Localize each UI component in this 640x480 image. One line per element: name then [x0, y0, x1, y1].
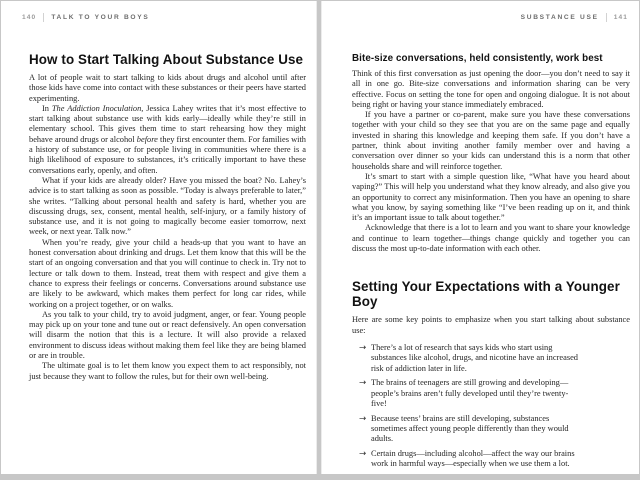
- bullet-text: There’s a lot of research that says kids who start using substances like alcohol, drugs, and nicotine have an increased risk of addiction later in life.: [371, 342, 578, 373]
- bullet-text: Certain drugs—including alcohol—affect the way our brains work in harmful ways—especially when we use them a lot.: [371, 449, 575, 469]
- page-number-left: 140: [22, 13, 37, 21]
- arrow-bullet-icon: →: [359, 342, 367, 353]
- list-item: [359, 343, 582, 374]
- arrow-bullet-icon: →: [359, 413, 367, 424]
- paragraph: As you talk to your child, try to avoid judgment, anger, or fear. Young people may pick up on your tone and tune out or react defensively. An open conversation will disarm the notion that this is a lecture. It will also provide a relaxed environment to discuss ideas without making them feel like they are being blamed or are in trouble.: [29, 309, 306, 361]
- paragraph: Acknowledge that there is a lot to learn and you want to share your knowledge and continue to learn together—things change quickly and together you can discuss the most up-to-date information with each other.: [352, 223, 630, 254]
- paragraph: What if your kids are already older? Have you missed the boat? No. Lahey’s advice is to start talking as soon as possible. “Today is always preferable to later,” she writes. “Talking about personal health and safety is hard, whether you are discussing drugs, sex, consent, mental health, self-injury, or a family history of substance use, and it is not going to magically become easier tomorrow, next week, or next year. Talk now.”: [29, 175, 306, 237]
- list-item: [359, 414, 582, 445]
- paragraph: When you’re ready, give your child a heads-up that you want to have an honest conversation about drinking and drugs. Let them know that this will be the start of an ongoing conversation and that you will continue to check in. Try not to lecture or talk down to them. Instead, treat them with respect and give them a chance to express their feelings or concerns. Conversations around substance use are likely to be awkward, which makes them perfect for long car rides, while working on a project together, or on walks.: [29, 237, 306, 309]
- bullet-text: Because teens’ brains are still developing, substances sometimes affect young people differently than they would adults.: [371, 413, 569, 444]
- arrow-bullet-icon: →: [359, 449, 367, 460]
- arrow-bullet-icon: →: [359, 378, 367, 389]
- section-intro: Here are some key points to emphasize when you start talking about substance use:: [352, 315, 630, 335]
- paragraph: It’s smart to start with a simple question like, “What have you heard about vaping?” This will help you understand what they know already, and also give you an opportunity to correct any misinformation. Then you have an opening to share what you know, by saying something like “I’ve been reading up on it, and think it’s an important issue to talk about together.”: [352, 171, 630, 223]
- list-item: [359, 378, 582, 409]
- key-points-list: [352, 343, 630, 470]
- page-number-right: 141: [613, 13, 628, 21]
- running-head-left: [22, 12, 306, 22]
- bullet-text: The brains of teenagers are still growing and developing—people’s brains aren’t fully developed until they’re twenty-five!: [371, 378, 569, 408]
- section-heading: Setting Your Expectations with a Younger Boy: [352, 279, 620, 310]
- running-head-right: [352, 12, 628, 22]
- right-page: [321, 1, 639, 474]
- list-item: [359, 449, 582, 470]
- chapter-heading: How to Start Talking About Substance Use: [29, 52, 304, 67]
- sub-heading: Bite-size conversations, held consistently, work best: [352, 53, 603, 64]
- paragraph: The ultimate goal is to let them know you expect them to act responsibly, not just because they want to follow the rules, but for their own well-being.: [29, 361, 306, 381]
- paragraph: If you have a partner or co-parent, make sure you have these conversations together with your child so they see that you are on the same page and equally invested in sharing this knowledge and keeping them safe. If you don’t have a partner, think about inviting another family member over and having a conversation over dinner so your kids can understand this is a norm that other households share and will reinforce together.: [352, 110, 630, 171]
- paragraph: Think of this first conversation as just opening the door—you don’t need to say it all in one go. Bite-size conversations and information sharing can be very effective. Focus on setting the tone for open and ongoing dialogue. It is not about being right or having your stance immediately embraced.: [352, 69, 630, 109]
- running-header-title-right: SUBSTANCE USE: [520, 13, 599, 21]
- running-header-title-left: TALK TO YOUR BOYS: [51, 13, 150, 21]
- header-divider-right: [606, 13, 607, 22]
- header-divider-left: [43, 13, 44, 22]
- paragraph: In The Addiction Inoculation, Jessica Lahey writes that it’s most effective to start talking about substance use with kids early—ideally while they’re still in elementary school. This gives them time to start rehearsing how they might behave around drugs or alcohol before they first encounter them. For families with a history of substance use, or for people living in communities where there is a high likelihood of exposure to substances, it’s critically important to have these conversations early, openly, and often.: [29, 103, 307, 175]
- left-page: [1, 1, 317, 474]
- paragraph: A lot of people wait to start talking to kids about drugs and alcohol until after those kids have come into contact with these substances or their peers have started experimenting.: [29, 73, 306, 103]
